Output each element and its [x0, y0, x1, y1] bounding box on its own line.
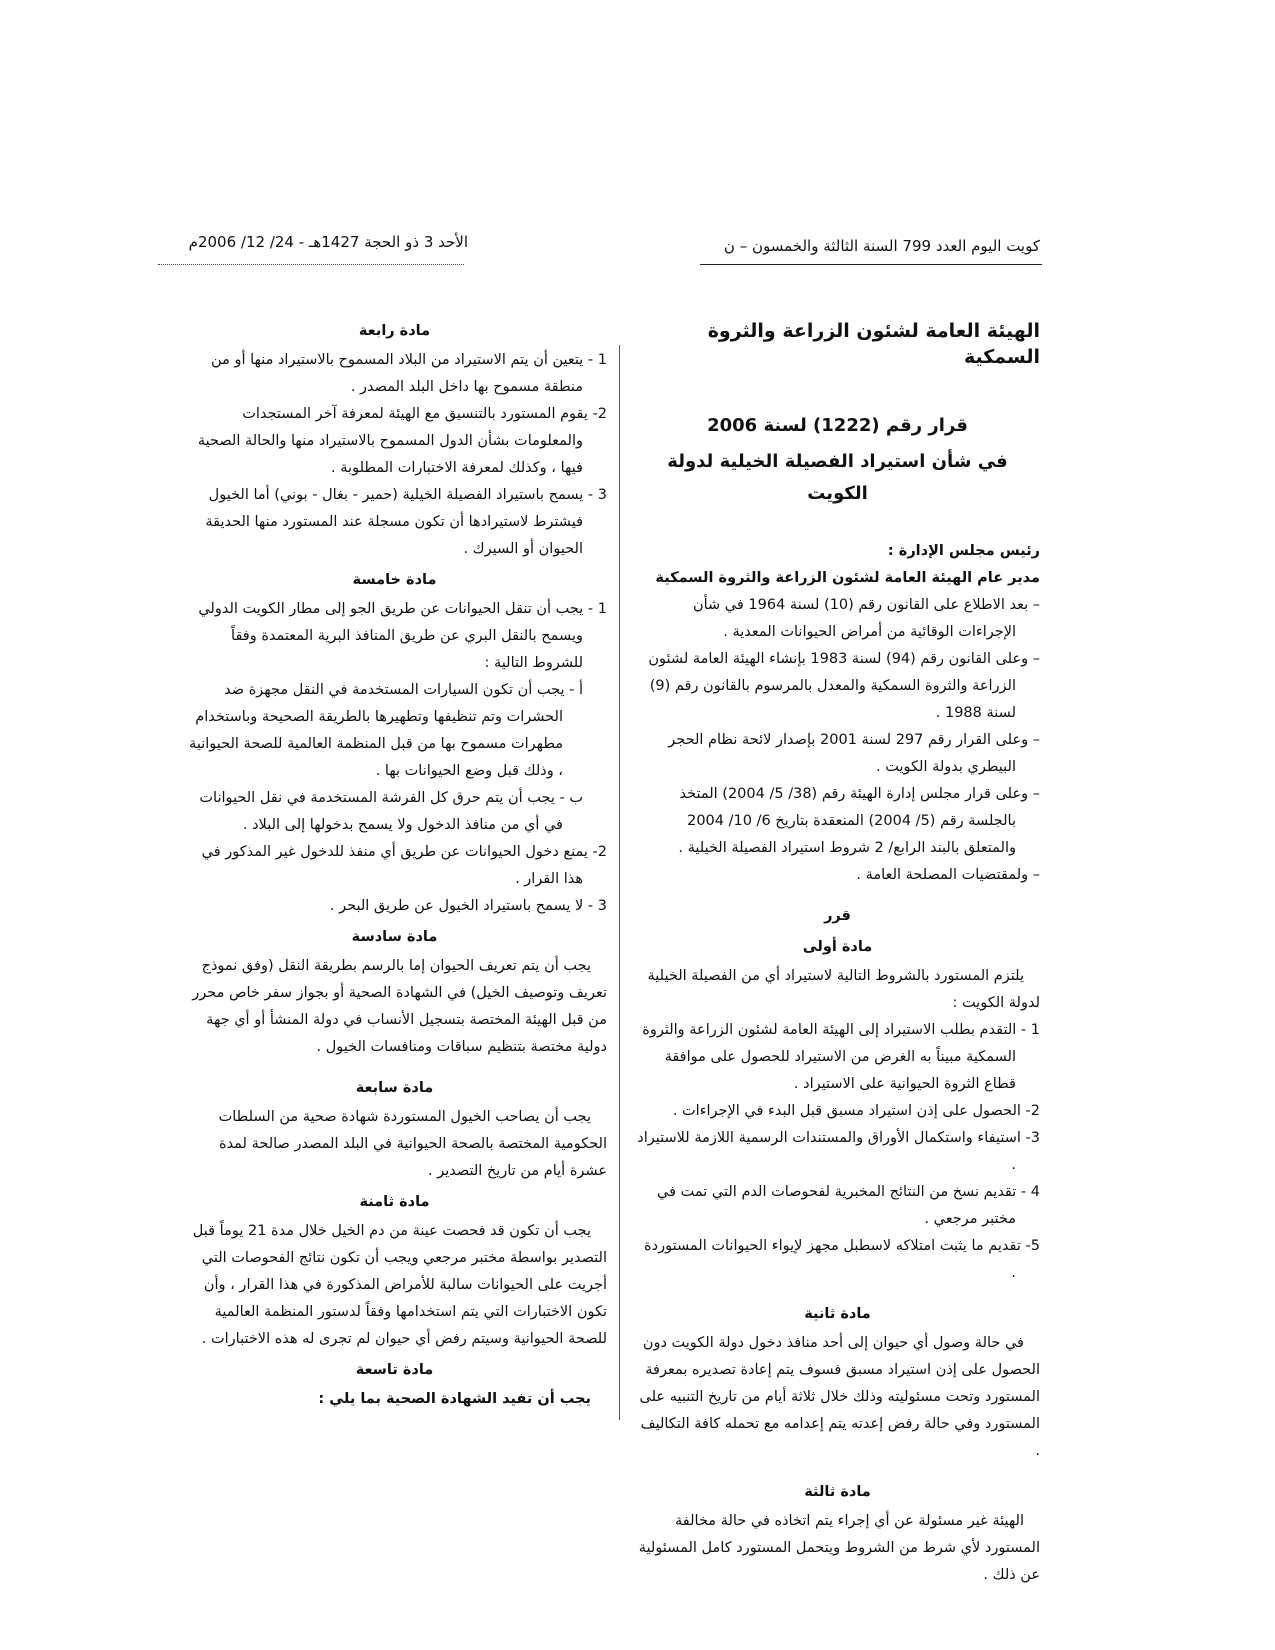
preamble-item: – وعلى قرار مجلس إدارة الهيئة رقم (38/ 5/ 2004) المتخذ بالجلسة رقم (5/ 2004) المنعقدة بتاريخ 6/ 10/ 2004 والمتعلق بالبند الرابع/ 2 شروط استيراد الفصيلة الخيلية . [678, 786, 1040, 856]
article-7-text: يجب أن يصاحب الخيول المستوردة شهادة صحية من السلطات الحكومية المختصة بالصحة الحيوانية في البلد المصدر صالحة لمدة عشرة أيام من تاريخ التصدير . [218, 1109, 607, 1179]
article-2-title: مادة ثانية [804, 1306, 871, 1322]
header-rule-right [700, 264, 1042, 265]
gazette-issue-header: كويت اليوم العدد 799 السنة الثالثة والخمسون – ن [723, 237, 1040, 255]
preamble-item: – بعد الاطلاع على القانون رقم (10) لسنة 1964 في شأن الإجراءات الوقائية من أمراض الحيوانات المعدية . [692, 597, 1040, 640]
article-8-text: يجب أن تكون قد فحصت عينة من دم الخيل خلال مدة 21 يوماً قبل التصدير بواسطة مختبر مرجعي ويجب أن تكون نتائج الفحوصات التي أجريت على الحيوانات سالبة للأمراض المذكورة في هذا القرار ، وأن تكون الاختبارات التي يتم استخدامها وفقاً لدستور المنظمة العالمية للصحة الحيوانية وسيتم رفض أي حيوان لم تجرى له هذه الاختبارات . [192, 1223, 607, 1347]
article-1-item: 1 - التقدم بطلب الاستيراد إلى الهيئة العامة لشئون الزراعة والثروة السمكية مبيناً به الغرض من الاستيراد للحصول على موافقة قطاع الثروة الحيوانية على الاستيراد . [642, 1022, 1040, 1092]
article-5-item: 3 - لا يسمح باستيراد الخيول عن طريق البحر . [329, 898, 607, 914]
article-3-text: الهيئة غير مسئولة عن أي إجراء يتم اتخاذه في حالة مخالفة المستورد لأي شرط من الشروط ويتحمل المستورد كامل المسئولية عن ذلك . [638, 1513, 1040, 1583]
article-5-item: 2- يمنع دخول الحيوانات عن طريق أي منفذ للدخول غير المذكور في هذا القرار . [201, 844, 607, 887]
article-5-title: مادة خامسة [352, 572, 437, 588]
article-1-intro: يلتزم المستورد بالشروط التالية لاستيراد أي من الفصيلة الخيلية لدولة الكويت : [647, 968, 1040, 1011]
article-5-subitem: ب - يجب أن يتم حرق كل الفرشة المستخدمة في نقل الحيوانات في أي من منافذ الدخول ولا يسمح بدخولها إلى البلاد . [199, 790, 583, 833]
right-column [635, 318, 1040, 1589]
article-9-title: مادة تاسعة [355, 1362, 434, 1378]
gazette-date-header: الأحد 3 ذو الحجة 1427هـ - 24/ 12/ 2006م [188, 233, 468, 251]
article-2-text: في حالة وصول أي حيوان إلى أحد منافذ دخول دولة الكويت دون الحصول على إذن استيراد مسبق فسوف يتم إعادة تصديره بمعرفة المستورد وتحت مسئوليته وذلك خلال ثلاثة أيام من تاريخ التنبيه على المستورد وفي حالة رفض إعدته يتم إعدامه مع تحمله كافة التكاليف . [639, 1335, 1040, 1459]
decision-title: قرار رقم (1222) لسنة 2006 [707, 415, 968, 436]
preamble-item: – وعلى القرار رقم 297 لسنة 2001 بإصدار لائحة نظام الحجر البيطري بدولة الكويت . [668, 732, 1040, 775]
article-4-item: 2- يقوم المستورد بالتنسيق مع الهيئة لمعرفة آخر المستجدات والمعلومات بشأن الدول المسموح بالاستيراد منها والحالة الصحية فيها ، وكذلك لمعرفة الاختبارات المطلوبة . [197, 406, 607, 476]
left-column [182, 318, 607, 1413]
article-5-subitem: أ - يجب أن تكون السيارات المستخدمة في النقل مجهزة ضد الحشرات وتم تنظيفها وتطهيرها بالطريقة الصحيحة وباستخدام مطهرات مسموح بها من قبل المنظمة العالمية للصحة الحيوانية ، وذلك قبل وضع الحيوانات بها . [189, 682, 583, 779]
article-5-item: 1 - يجب أن تنقل الحيوانات عن طريق الجو إلى مطار الكويت الدولي ويسمح بالنقل البري عن طريق المنافذ البرية المعتمدة وفقاً للشروط التالية : [198, 601, 607, 671]
article-1-item: 3- استيفاء واستكمال الأوراق والمستندات الرسمية اللازمة للاستيراد . [637, 1130, 1040, 1173]
article-1-item: 5- تقديم ما يثبت امتلاكه لاسطبل مجهز لإيواء الحيوانات المستوردة . [644, 1238, 1040, 1281]
header-rule-left [158, 264, 464, 265]
preamble-item: – وعلى القانون رقم (94) لسنة 1983 بإنشاء الهيئة العامة لشئون الزراعة والثروة السمكية والمعدل بالمرسوم بالقانون رقم (9) لسنة 1988 . [648, 651, 1040, 721]
article-6-text: يجب أن يتم تعريف الحيوان إما بالرسم بطريقة النقل (وفق نموذج تعريف وتوصيف الخيل) في الشهادة الصحية أو بجواز سفر خاص محرر من قبل الهيئة المختصة بتسجيل الأنساب في دولة المنشأ أو أي جهة دولية مختصة بتنظيم سباقات ومنافسات الخيول . [192, 958, 607, 1055]
article-4-title: مادة رابعة [358, 323, 431, 339]
article-3-title: مادة ثالثة [804, 1484, 871, 1500]
article-8-title: مادة ثامنة [359, 1194, 430, 1210]
article-7-title: مادة سابعة [355, 1080, 434, 1096]
chair-line: رئيس مجلس الإدارة : [887, 543, 1040, 559]
article-4-item: 1 - يتعين أن يتم الاستيراد من البلاد المسموح بالاستيراد منها أو من منطقة مسموح بها داخل البلد المصدر . [211, 352, 607, 395]
column-divider [619, 345, 620, 1420]
article-1-title: مادة أولى [802, 939, 873, 955]
article-1-item: 2- الحصول على إذن استيراد مسبق قبل البدء في الإجراءات . [672, 1103, 1040, 1119]
article-1-item: 4 - تقديم نسخ من النتائج المخبرية لفحوصات الدم التي تمت في مختبر مرجعي . [657, 1184, 1040, 1227]
director-line: مدير عام الهيئة العامة لشئون الزراعة والثروة السمكية [655, 570, 1040, 586]
article-6-title: مادة سادسة [351, 929, 438, 945]
article-9-text: يجب أن تفيد الشهادة الصحية بما يلي : [318, 1391, 591, 1407]
decision-subject: في شأن استيراد الفصيلة الخيلية لدولة الكويت [667, 451, 1008, 504]
decides-heading: قرر [824, 908, 851, 924]
preamble-item: – ولمقتضيات المصلحة العامة . [856, 867, 1040, 883]
issuing-authority: الهيئة العامة لشئون الزراعة والثروة السمكية [707, 320, 1040, 368]
article-4-item: 3 - يسمح باستيراد الفصيلة الخيلية (حمير - بغال - بوني) أما الخيول فيشترط لاستيرادها أن تكون مسجلة عند المستورد منها الحديقة الحيوان أو السيرك . [205, 487, 607, 557]
